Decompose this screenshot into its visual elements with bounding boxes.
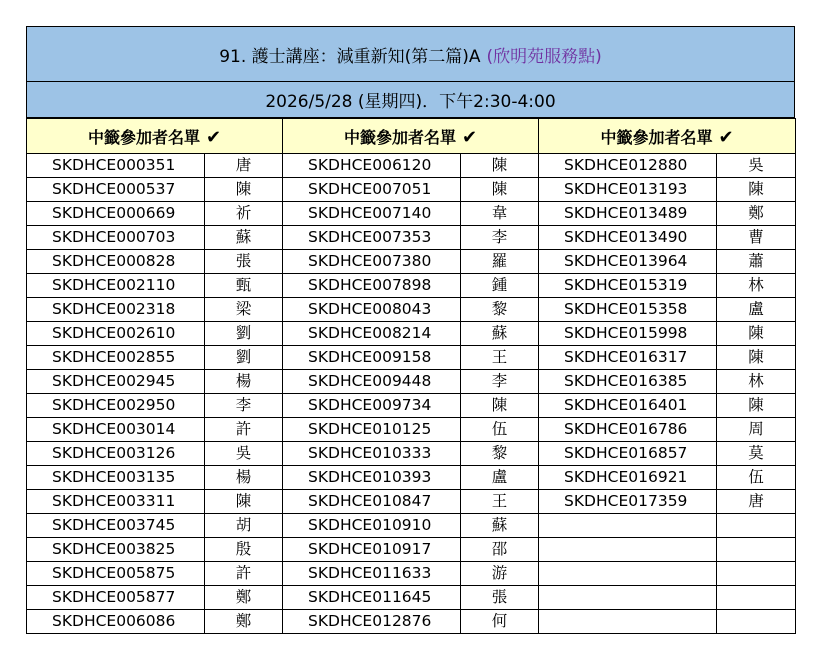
participant-surname: 韋 (461, 202, 539, 226)
participant-surname: 陳 (717, 346, 796, 370)
participant-code: SKDHCE015998 (539, 322, 717, 346)
participant-code: SKDHCE011645 (283, 586, 461, 610)
participant-code: SKDHCE009734 (283, 394, 461, 418)
table-row (27, 154, 796, 178)
table-row (27, 442, 796, 466)
participant-surname: 莫 (717, 442, 796, 466)
participant-code: SKDHCE010333 (283, 442, 461, 466)
table-row (27, 274, 796, 298)
participant-surname: 胡 (205, 514, 283, 538)
participant-code: SKDHCE015358 (539, 298, 717, 322)
table-row (27, 226, 796, 250)
participant-surname: 梁 (205, 298, 283, 322)
column-header-row (27, 119, 796, 154)
participant-code: SKDHCE007380 (283, 250, 461, 274)
table-row (27, 610, 796, 634)
participant-surname: 陳 (461, 178, 539, 202)
participant-code: SKDHCE002110 (27, 274, 205, 298)
participant-surname: 何 (461, 610, 539, 634)
column-header-label: 中籤參加者名單 (600, 127, 713, 147)
table-row (27, 202, 796, 226)
participant-code: SKDHCE016401 (539, 394, 717, 418)
participant-code: SKDHCE010125 (283, 418, 461, 442)
table-row (27, 466, 796, 490)
participant-code: SKDHCE016857 (539, 442, 717, 466)
participant-surname: 王 (461, 346, 539, 370)
table-row (27, 178, 796, 202)
participant-code: SKDHCE002610 (27, 322, 205, 346)
participant-surname: 游 (461, 562, 539, 586)
participant-surname: 鍾 (461, 274, 539, 298)
participant-code: SKDHCE015319 (539, 274, 717, 298)
table-row (27, 538, 796, 562)
participant-surname: 唐 (717, 490, 796, 514)
participant-code: SKDHCE011633 (283, 562, 461, 586)
participant-code: SKDHCE010917 (283, 538, 461, 562)
participant-code: SKDHCE013489 (539, 202, 717, 226)
participant-surname: 邵 (461, 538, 539, 562)
check-icon: ✔ (205, 126, 222, 148)
participant-surname: 黎 (461, 442, 539, 466)
check-icon: ✔ (461, 126, 478, 148)
participant-code: SKDHCE002945 (27, 370, 205, 394)
column-header-label: 中籤參加者名單 (343, 127, 456, 147)
participant-code: SKDHCE007353 (283, 226, 461, 250)
participant-surname: 陳 (461, 394, 539, 418)
participant-surname: 黎 (461, 298, 539, 322)
participant-surname: 劉 (205, 346, 283, 370)
participant-surname (717, 610, 796, 634)
table-row (27, 490, 796, 514)
participant-surname: 鄭 (205, 586, 283, 610)
participant-surname: 盧 (717, 298, 796, 322)
participant-surname: 李 (205, 394, 283, 418)
participant-code: SKDHCE007140 (283, 202, 461, 226)
participant-surname: 鄭 (717, 202, 796, 226)
table-row (27, 514, 796, 538)
participant-surname: 王 (461, 490, 539, 514)
participant-code (539, 538, 717, 562)
participant-code: SKDHCE005877 (27, 586, 205, 610)
column-header-label: 中籤參加者名單 (87, 127, 200, 147)
participant-surname: 林 (717, 274, 796, 298)
participant-surname: 劉 (205, 322, 283, 346)
participant-code: SKDHCE013964 (539, 250, 717, 274)
participant-code: SKDHCE000828 (27, 250, 205, 274)
participant-code: SKDHCE000351 (27, 154, 205, 178)
participant-surname: 楊 (205, 370, 283, 394)
participant-code: SKDHCE000703 (27, 226, 205, 250)
participant-surname: 陳 (205, 490, 283, 514)
participant-code: SKDHCE012880 (539, 154, 717, 178)
participant-list-sheet (26, 26, 795, 634)
participant-surname: 甄 (205, 274, 283, 298)
participant-surname: 盧 (461, 466, 539, 490)
participant-code: SKDHCE002950 (27, 394, 205, 418)
participant-code: SKDHCE006120 (283, 154, 461, 178)
participant-table (26, 118, 796, 634)
participant-surname: 伍 (717, 466, 796, 490)
participant-code: SKDHCE009448 (283, 370, 461, 394)
participant-surname: 吳 (205, 442, 283, 466)
participant-code: SKDHCE009158 (283, 346, 461, 370)
column-header (27, 119, 283, 154)
table-row (27, 418, 796, 442)
participant-surname: 蘇 (461, 322, 539, 346)
participant-code: SKDHCE010847 (283, 490, 461, 514)
participant-surname: 陳 (717, 178, 796, 202)
participant-surname: 祈 (205, 202, 283, 226)
table-row (27, 394, 796, 418)
participant-surname: 陳 (205, 178, 283, 202)
participant-surname: 鄭 (205, 610, 283, 634)
participant-surname: 周 (717, 418, 796, 442)
participant-code: SKDHCE005875 (27, 562, 205, 586)
title-band (26, 26, 795, 82)
participant-surname: 唐 (205, 154, 283, 178)
participant-code: SKDHCE012876 (283, 610, 461, 634)
participant-surname (717, 586, 796, 610)
participant-code: SKDHCE013193 (539, 178, 717, 202)
participant-code: SKDHCE003311 (27, 490, 205, 514)
participant-surname: 張 (461, 586, 539, 610)
table-row (27, 322, 796, 346)
participant-code: SKDHCE000537 (27, 178, 205, 202)
participant-surname: 蘇 (205, 226, 283, 250)
participant-code: SKDHCE016385 (539, 370, 717, 394)
participant-code: SKDHCE013490 (539, 226, 717, 250)
participant-code: SKDHCE003825 (27, 538, 205, 562)
participant-surname: 陳 (461, 154, 539, 178)
participant-surname: 陳 (717, 322, 796, 346)
participant-surname: 張 (205, 250, 283, 274)
participant-surname (717, 514, 796, 538)
participant-code: SKDHCE010393 (283, 466, 461, 490)
participant-surname: 李 (461, 370, 539, 394)
participant-code: SKDHCE016317 (539, 346, 717, 370)
column-header (539, 119, 796, 154)
participant-code: SKDHCE010910 (283, 514, 461, 538)
participant-surname (717, 538, 796, 562)
participant-surname: 曹 (717, 226, 796, 250)
participant-surname: 許 (205, 418, 283, 442)
participant-code: SKDHCE006086 (27, 610, 205, 634)
participant-code: SKDHCE003014 (27, 418, 205, 442)
participant-code: SKDHCE002318 (27, 298, 205, 322)
participant-code: SKDHCE016786 (539, 418, 717, 442)
table-row (27, 370, 796, 394)
participant-surname: 陳 (717, 394, 796, 418)
participant-code: SKDHCE000669 (27, 202, 205, 226)
participant-surname: 楊 (205, 466, 283, 490)
participant-surname: 林 (717, 370, 796, 394)
table-row (27, 586, 796, 610)
participant-code: SKDHCE017359 (539, 490, 717, 514)
participant-code (539, 610, 717, 634)
participant-code: SKDHCE003745 (27, 514, 205, 538)
participant-surname: 蘇 (461, 514, 539, 538)
table-row (27, 250, 796, 274)
session-band (26, 82, 795, 118)
course-title: 91. 護士講座：減重新知(第二篇)A (219, 46, 481, 67)
participant-surname: 羅 (461, 250, 539, 274)
check-icon: ✔ (718, 126, 734, 148)
participant-surname: 吳 (717, 154, 796, 178)
participant-code: SKDHCE007051 (283, 178, 461, 202)
table-row (27, 298, 796, 322)
table-row (27, 562, 796, 586)
participant-surname: 伍 (461, 418, 539, 442)
participant-code: SKDHCE003135 (27, 466, 205, 490)
participant-code: SKDHCE002855 (27, 346, 205, 370)
participant-surname (717, 562, 796, 586)
participant-code: SKDHCE007898 (283, 274, 461, 298)
venue-label: (欣明苑服務點) (486, 46, 602, 67)
participant-code (539, 586, 717, 610)
participant-surname: 許 (205, 562, 283, 586)
column-header (283, 119, 539, 154)
participant-code: SKDHCE008043 (283, 298, 461, 322)
table-row (27, 346, 796, 370)
session-datetime: 2026/5/28 (星期四)．下午2:30-4:00 (265, 92, 556, 112)
participant-surname: 殷 (205, 538, 283, 562)
participant-surname: 蕭 (717, 250, 796, 274)
participant-code (539, 562, 717, 586)
participant-code (539, 514, 717, 538)
participant-code: SKDHCE008214 (283, 322, 461, 346)
participant-code: SKDHCE003126 (27, 442, 205, 466)
participant-code: SKDHCE016921 (539, 466, 717, 490)
participant-surname: 李 (461, 226, 539, 250)
